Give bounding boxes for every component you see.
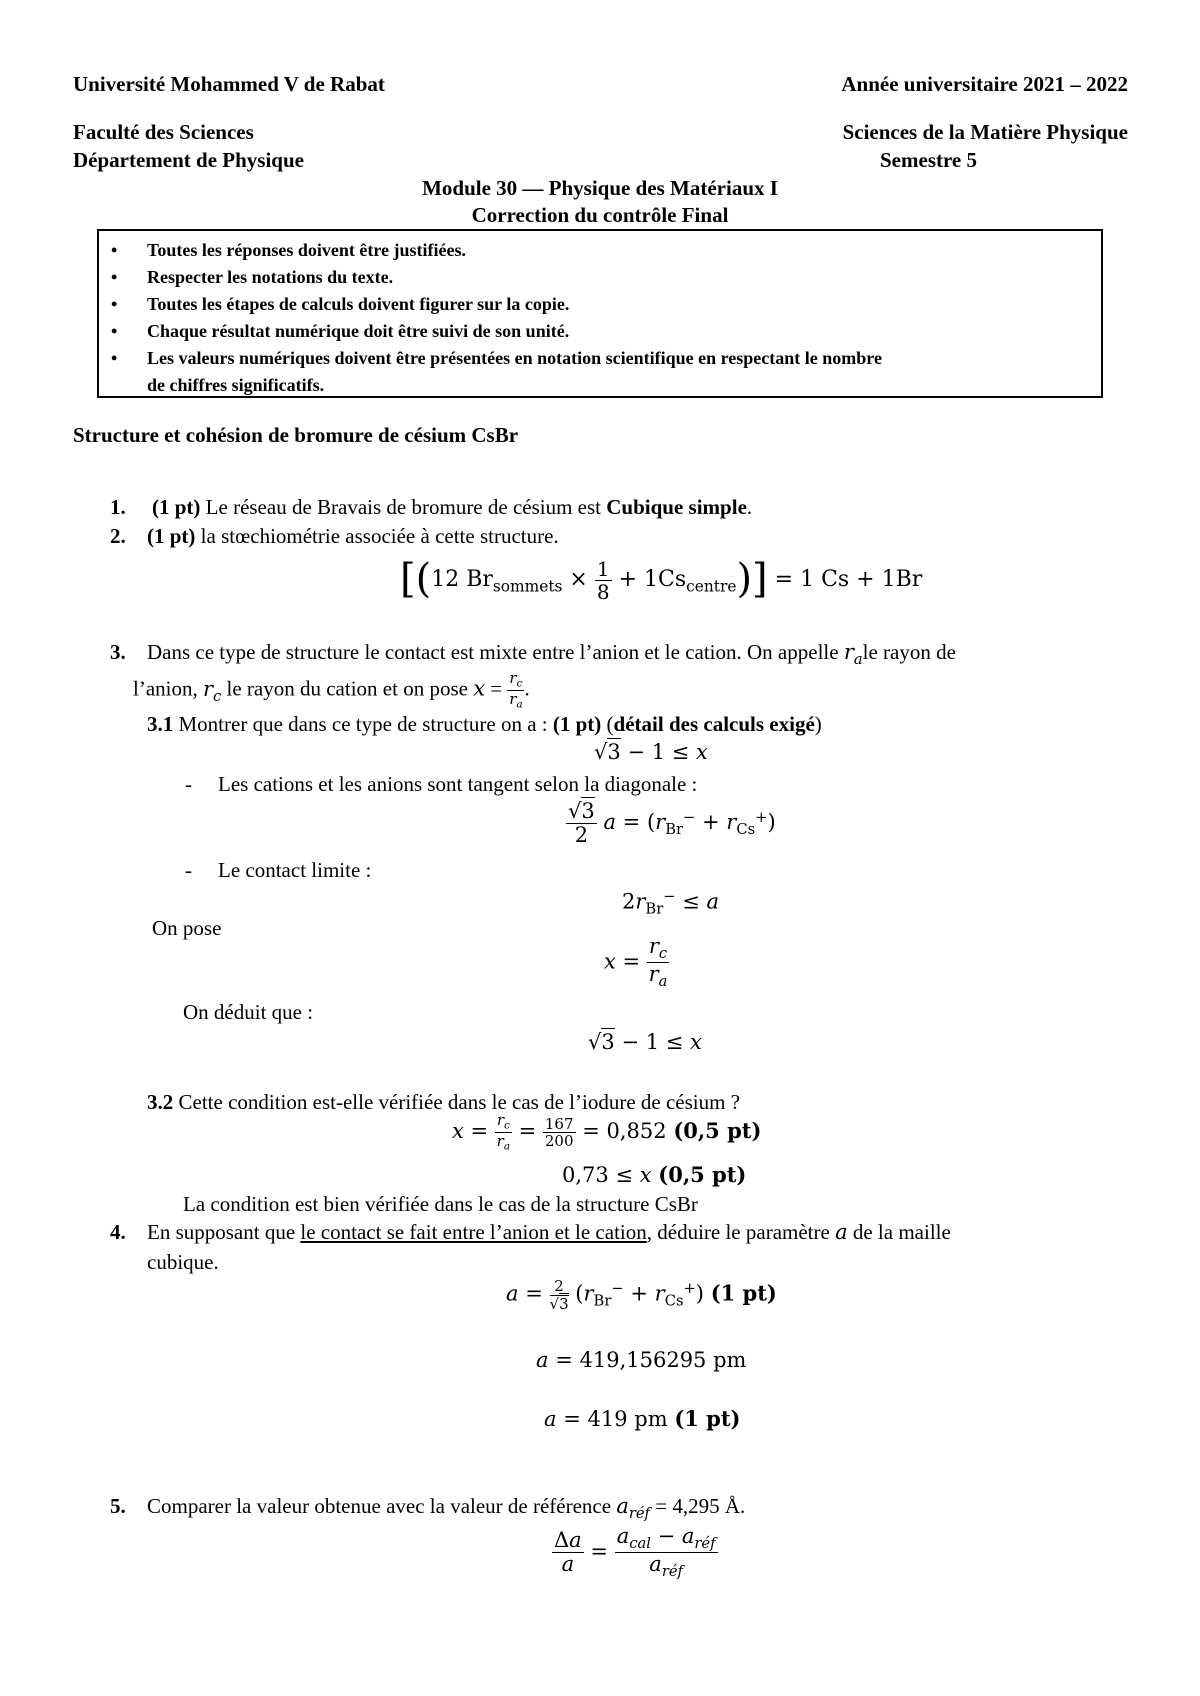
dash-2-text: Le contact limite : xyxy=(218,858,372,882)
q3-line1-text: Dans ce type de structure le contact est mixte entre l’anion et le cation. On appelle xyxy=(147,640,844,664)
q4-post: , déduire le paramètre xyxy=(646,1220,836,1244)
q4-pre: En supposant que xyxy=(147,1220,301,1244)
q3-number: 3. xyxy=(110,640,126,664)
q32-text: Cette condition est-elle vérifiée dans le cas de l’iodure de césium ? xyxy=(173,1090,741,1114)
q4-formula: a = $\frac{2}{√3}$ $(r_{Br}^- + r_{Cs}^+)$ (1 pt) xyxy=(506,1277,777,1313)
instruction-item: • Toutes les réponses doivent être justifiées. xyxy=(111,237,1091,264)
q31-detail: détail des calculs exigé xyxy=(613,712,815,736)
q32-value: 0,852 xyxy=(606,1119,667,1144)
q4-value-2: a = 419 pm (1 pt) xyxy=(544,1406,741,1431)
instruction-item: • Respecter les notations du texte. xyxy=(111,264,1091,291)
q3-line2-mid: le rayon du cation et on pose xyxy=(221,676,474,701)
inequality-1: √3 − 1 ≤ x xyxy=(594,740,708,764)
q32-points-2: (0,5 pt) xyxy=(658,1162,747,1187)
academic-year: Année universitaire 2021 – 2022 xyxy=(841,72,1128,96)
instruction-item-continued: de chiffres significatifs. xyxy=(147,375,325,395)
q4-points-1: (1 pt) xyxy=(710,1280,777,1306)
q1-body: Le réseau de Bravais de bromure de césium est xyxy=(200,495,607,519)
university-name: Université Mohammed V de Rabat xyxy=(73,72,385,96)
q5-value: 4,295 xyxy=(672,1494,720,1518)
q31-label: 3.1 xyxy=(147,712,174,736)
q31-line: 3.1 Montrer que dans ce type de structure on a : (1 pt) (détail des calculs exigé) xyxy=(147,712,822,736)
section-title: Structure et cohésion de bromure de césium CsBr xyxy=(73,423,519,447)
q32-points: (0,5 pt) xyxy=(673,1118,762,1144)
inequality-2: √3 − 1 ≤ x xyxy=(588,1030,702,1054)
instruction-item: • Toutes les étapes de calculs doivent figurer sur la copie. xyxy=(111,291,1091,318)
q3-line2-text: l’anion, xyxy=(133,676,203,701)
dash-1: - xyxy=(185,772,192,796)
q4-value-1: a = 419,156295 pm xyxy=(536,1348,747,1372)
q5-text: Comparer la valeur obtenue avec la valeur de référence xyxy=(147,1494,617,1518)
x-definition: x = $\frac{r_c}{r_a}$ xyxy=(604,934,668,991)
q1-number: 1. xyxy=(110,495,126,519)
q32-label: 3.2 xyxy=(147,1090,174,1114)
q4-value-2-text: 419 pm xyxy=(587,1407,668,1431)
module-title: Module 30 — Physique des Matériaux I xyxy=(422,176,778,200)
q1-answer: Cubique simple xyxy=(606,495,747,519)
q4-post2: de la maille xyxy=(847,1220,951,1244)
q2-body: la stœchiométrie associée à cette structure. xyxy=(195,524,559,548)
q5-unit: Å. xyxy=(724,1494,746,1518)
q5-number: 5. xyxy=(110,1494,126,1518)
on-deduit-label: On déduit que : xyxy=(183,1000,314,1024)
department-name: Département de Physique xyxy=(73,148,304,172)
q31-points: (1 pt) xyxy=(552,712,602,736)
diagonal-equation: $\frac{√3}{2}$ $a = (r_{Br}^- + r_{Cs}^+)$ xyxy=(568,799,776,848)
q5-line: Comparer la valeur obtenue avec la valeur de référence $a_{réf} = 4,295$ Å. xyxy=(147,1494,746,1523)
q3-line1: Dans ce type de structure le contact est mixte entre l’anion et le cation. On appelle $r_ale$ rayon de xyxy=(147,640,956,669)
q1-text xyxy=(152,495,752,520)
stoichiometry-equation: [(12 $Br_{sommets}$ × $\frac{1}{8}$ + $1Cs_{centre})] = 1$ Cs + 1Br xyxy=(400,556,923,604)
q1-points: (1 pt) xyxy=(152,495,201,519)
instructions-box xyxy=(97,229,1103,398)
q31-text: Montrer que dans ce type de structure on a : xyxy=(173,712,553,736)
instruction-item: • Les valeurs numériques doivent être présentées en notation scientifique en respectant le nombre xyxy=(111,345,1091,372)
q3-line1-end: le rayon de xyxy=(862,640,956,664)
q4-value-1-text: 419,156295 pm xyxy=(579,1348,747,1372)
q2-text xyxy=(147,524,559,549)
q1-end: . xyxy=(746,495,753,519)
q4-line2: cubique. xyxy=(147,1250,219,1274)
q4-points-2: (1 pt) xyxy=(674,1406,741,1431)
q32-calculation: x = $\frac{r_c}{r_a}$ = $\frac{167}{200}$ = 0,852 (0,5 pt) xyxy=(452,1111,762,1153)
exam-title: Correction du contrôle Final xyxy=(471,203,729,227)
dash-1-text: Les cations et les anions sont tangent selon la diagonale : xyxy=(218,772,698,796)
dash-2: - xyxy=(185,858,192,882)
q2-number: 2. xyxy=(110,524,126,548)
on-pose-label: On pose xyxy=(152,916,222,940)
semester: Semestre 5 xyxy=(880,148,977,172)
q2-points: (1 pt) xyxy=(147,524,196,548)
q32-ineq-value: 0,73 xyxy=(562,1163,609,1187)
q3-line2: l’anion, $r_c$ le rayon du cation et on pose x = $\frac{r_c}{r_a}$ . xyxy=(133,669,530,711)
q4-line1: En supposant que le contact se fait entre l’anion et le cation, déduire le paramètre a de la maille xyxy=(147,1220,951,1244)
q4-number: 4. xyxy=(110,1220,126,1244)
instructions-list xyxy=(99,231,1101,399)
faculty-name: Faculté des Sciences xyxy=(73,120,254,144)
limit-contact-equation: $2r_{Br}^- \le a$ xyxy=(622,888,720,918)
relative-error-formula: $\frac{\Delta a}{a}$ = $\frac{a_{cal} - a_{réf}}{a_{réf}}$ xyxy=(554,1524,716,1581)
program-name: Sciences de la Matière Physique xyxy=(842,120,1128,144)
q4-underlined: le contact se fait entre l’anion et le cation xyxy=(300,1220,647,1244)
instruction-item: • Chaque résultat numérique doit être suivi de son unité. xyxy=(111,318,1091,345)
q32-inequality: 0,73 ≤ x (0,5 pt) xyxy=(562,1162,747,1187)
q32-conclusion: La condition est bien vérifiée dans le cas de la structure CsBr xyxy=(183,1192,698,1216)
